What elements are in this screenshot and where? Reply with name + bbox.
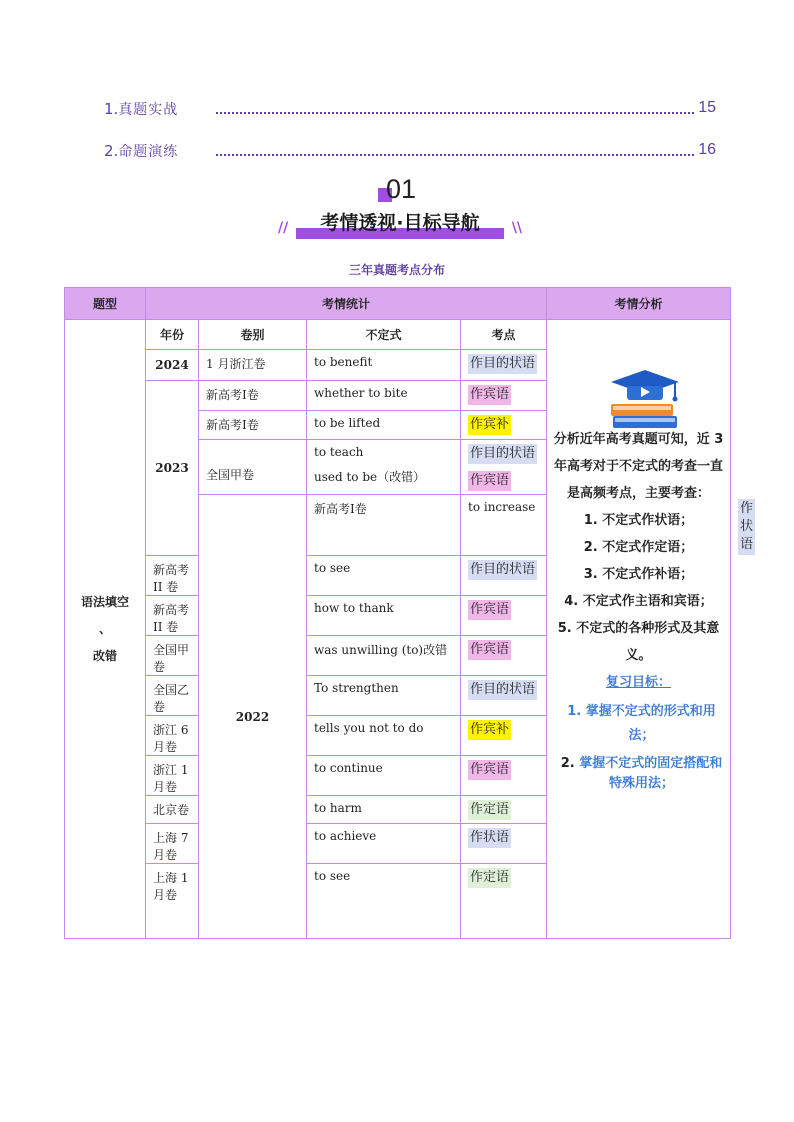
toc-number: 2. <box>104 142 119 160</box>
toc-number: 1. <box>104 100 119 118</box>
infinitive-cell: whether to bite <box>307 381 461 411</box>
review-goal-2 <box>553 754 724 794</box>
infinitive-cell: to be lifted <box>307 411 461 440</box>
paper-cell: 全国乙卷 <box>146 676 199 716</box>
infinitive-cell: to increase <box>461 495 547 556</box>
header-stats: 考情统计 <box>146 288 547 320</box>
paper-cell: 浙江 1 月卷 <box>146 756 199 796</box>
point-tag: 作目的状语 <box>468 680 537 700</box>
infinitive-cell: to see <box>307 556 461 596</box>
year-cell: 2024 <box>146 350 199 381</box>
point-cell <box>461 636 547 676</box>
point-cell <box>461 411 547 440</box>
subheader-paper: 卷别 <box>199 320 307 350</box>
analysis-item: 1. 不定式作状语； <box>583 513 694 528</box>
point-cell <box>461 796 547 824</box>
infinitive-line: to teach <box>314 445 364 459</box>
section-title <box>278 208 522 242</box>
toc-title: 真题实战 <box>118 102 179 118</box>
subheader-infinitive: 不定式 <box>307 320 461 350</box>
analysis-item: 3. 不定式作补语； <box>583 567 694 582</box>
toc-entry-1[interactable] <box>104 99 716 121</box>
point-tag: 作宾补 <box>468 720 511 740</box>
point-cell <box>461 716 547 756</box>
paper-cell: 新高考Ⅰ卷 <box>307 495 461 556</box>
table-caption: 三年真题考点分布 <box>348 263 445 277</box>
point-cell <box>461 864 547 939</box>
infinitive-cell: tells you not to do <box>307 716 461 756</box>
paper-cell: 全国甲卷 <box>199 440 307 495</box>
toc-leader-dots <box>216 154 694 156</box>
paper-cell: 新高考 II 卷 <box>146 596 199 636</box>
toc-page: 15 <box>698 99 716 116</box>
infinitive-cell: to achieve <box>307 824 461 864</box>
point-tag: 作目的状语 <box>468 354 537 374</box>
paper-cell: 浙江 6 月卷 <box>146 716 199 756</box>
infinitive-cell: how to thank <box>307 596 461 636</box>
header-question-type: 题型 <box>65 288 146 320</box>
point-tag: 作状语 <box>468 828 511 848</box>
header-analysis: 考情分析 <box>547 288 731 320</box>
infinitive-cell: to benefit <box>307 350 461 381</box>
analysis-cell <box>547 320 731 939</box>
point-cell <box>461 824 547 864</box>
point-tag: 作宾语 <box>468 471 511 491</box>
infinitive-cell: to continue <box>307 756 461 796</box>
toc-title: 命题演练 <box>118 144 179 160</box>
point-tag: 作宾语 <box>468 640 511 660</box>
exam-distribution-table <box>64 287 754 939</box>
right-slash-decoration: \\ <box>511 220 522 236</box>
point-tag: 作宾补 <box>468 415 511 435</box>
point-tag: 作宾语 <box>468 385 511 405</box>
point-tag: 作目的状语 <box>468 444 537 464</box>
year-cell: 2023 <box>146 381 199 556</box>
analysis-item: 5. 不定式的各种形式及其意义。 <box>557 621 720 663</box>
review-goal-2-text: 掌握不定式的固定搭配和特殊用法； <box>579 756 723 791</box>
paper-cell: 新高考 II 卷 <box>146 556 199 596</box>
paper-cell: 全国甲卷 <box>146 636 199 676</box>
review-goal-1: 1. 掌握不定式的形式和用法； <box>567 704 716 743</box>
toc-page: 16 <box>698 141 716 158</box>
infinitive-cell: To strengthen <box>307 676 461 716</box>
point-tag: 作宾语 <box>468 600 511 620</box>
section-title-text: 考情透视·目标导航 <box>320 212 480 234</box>
point-tag: 作定语 <box>468 868 511 888</box>
subheader-year: 年份 <box>146 320 199 350</box>
review-goal-2-number: 2. <box>560 756 575 771</box>
point-cell <box>461 381 547 411</box>
analysis-item: 2. 不定式作定语； <box>583 540 694 555</box>
left-slash-decoration: // <box>278 220 289 236</box>
infinitive-cell: was unwilling (to)改错 <box>307 636 461 676</box>
point-tag: 作目的状语 <box>468 560 537 580</box>
point-cell <box>461 596 547 636</box>
infinitive-line: used to be（改错） <box>314 470 426 484</box>
books-graduation-cap-icon <box>607 364 683 434</box>
point-cell <box>461 676 547 716</box>
question-type-line: 改错 <box>92 648 117 663</box>
paper-cell: 新高考Ⅰ卷 <box>199 381 307 411</box>
infinitive-cell: to harm <box>307 796 461 824</box>
infinitive-cell <box>307 440 461 495</box>
paper-cell: 1 月浙江卷 <box>199 350 307 381</box>
point-tag: 作定语 <box>468 800 511 820</box>
analysis-intro: 分析近年高考真题可知，近 3 年高考对于不定式的考查一直是高频考点，主要考查： <box>553 432 724 501</box>
section-number-text: 01 <box>386 174 417 204</box>
paper-cell: 北京卷 <box>146 796 199 824</box>
point-cell <box>461 440 547 495</box>
point-tag: 作宾语 <box>468 760 511 780</box>
analysis-text <box>553 426 724 794</box>
paper-cell: 新高考Ⅰ卷 <box>199 411 307 440</box>
point-cell <box>461 756 547 796</box>
toc-entry-2[interactable] <box>104 141 716 163</box>
question-type-line: 语法填空 <box>80 594 129 609</box>
infinitive-cell: to see <box>307 864 461 939</box>
point-cell <box>461 350 547 381</box>
section-number <box>378 176 438 208</box>
question-type-cell <box>65 320 146 939</box>
subheader-point: 考点 <box>461 320 547 350</box>
review-goal-title: 复习目标： <box>606 675 672 690</box>
year-cell: 2022 <box>199 495 307 939</box>
point-tag: 作状语 <box>738 499 755 555</box>
paper-cell: 上海 7 月卷 <box>146 824 199 864</box>
question-type-line: 、 <box>98 621 111 636</box>
analysis-item: 4. 不定式作主语和宾语； <box>564 594 713 609</box>
point-cell <box>461 556 547 596</box>
paper-cell: 上海 1 月卷 <box>146 864 199 939</box>
toc-leader-dots <box>216 112 694 114</box>
